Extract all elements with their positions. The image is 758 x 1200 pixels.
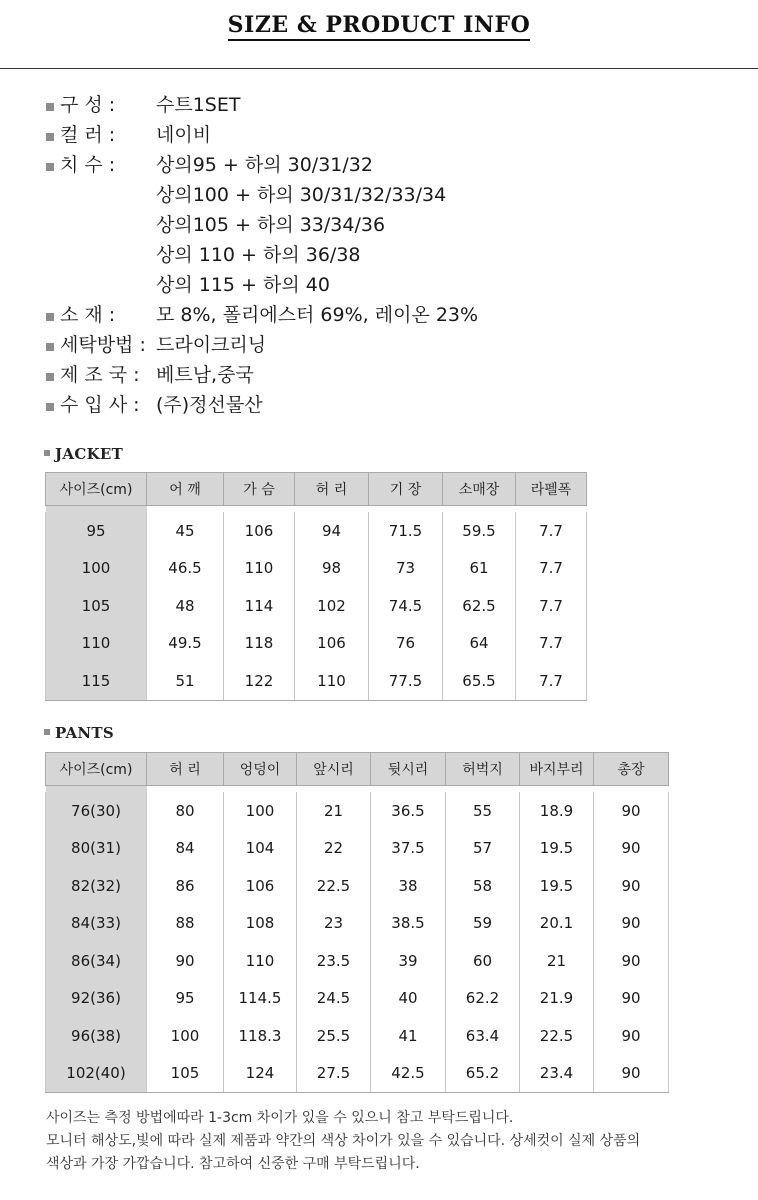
page-title-text: SIZE & PRODUCT INFO <box>228 12 531 41</box>
table-row <box>46 550 587 588</box>
measure-cell: 64 <box>443 625 516 663</box>
jacket-heading-text: JACKET <box>55 445 124 463</box>
measure-cell: 88 <box>147 905 224 943</box>
jacket-heading <box>44 445 123 463</box>
pants-heading <box>44 724 114 742</box>
info-wash <box>46 330 746 360</box>
info-importer <box>46 390 746 420</box>
measure-cell: 37.5 <box>371 830 446 868</box>
note-line: 모니터 해상도,빛에 따라 실제 제품과 약간의 색상 차이가 있을 수 있습니다. 상세컷이 실제 상품의 <box>46 1133 641 1149</box>
measure-cell: 7.7 <box>516 587 587 625</box>
table-row <box>46 512 587 550</box>
measure-cell: 46.5 <box>147 550 224 588</box>
table-row <box>46 867 669 905</box>
measure-cell: 55 <box>446 792 520 830</box>
measure-cell: 22 <box>297 830 371 868</box>
info-value: 상의105 + 하의 33/34/36 <box>156 214 386 236</box>
measure-cell: 86 <box>147 867 224 905</box>
measure-cell: 90 <box>594 905 669 943</box>
measure-cell: 23.4 <box>520 1055 594 1093</box>
info-size-continued <box>46 180 746 210</box>
info-value: 수트1SET <box>156 94 241 116</box>
measure-cell: 95 <box>147 980 224 1018</box>
size-cell: 84(33) <box>46 905 147 943</box>
info-color <box>46 120 746 150</box>
measure-cell: 24.5 <box>297 980 371 1018</box>
info-size-continued <box>46 210 746 240</box>
measure-cell: 40 <box>371 980 446 1018</box>
measure-cell: 104 <box>224 830 297 868</box>
measure-cell: 118 <box>224 625 295 663</box>
measure-cell: 90 <box>594 980 669 1018</box>
measure-cell: 39 <box>371 942 446 980</box>
size-cell: 96(38) <box>46 1017 147 1055</box>
column-header: 기 장 <box>369 473 443 506</box>
size-cell: 76(30) <box>46 792 147 830</box>
measure-cell: 90 <box>147 942 224 980</box>
info-value: (주)정선물산 <box>156 394 263 416</box>
column-header: 뒷시리 <box>371 753 446 786</box>
measure-cell: 59 <box>446 905 520 943</box>
measure-cell: 98 <box>295 550 369 588</box>
measure-cell: 100 <box>224 792 297 830</box>
measure-cell: 41 <box>371 1017 446 1055</box>
measure-cell: 48 <box>147 587 224 625</box>
column-header: 총장 <box>594 753 669 786</box>
measure-cell: 18.9 <box>520 792 594 830</box>
measure-cell: 23 <box>297 905 371 943</box>
info-value: 드라이크리닝 <box>156 334 267 356</box>
info-label: 세탁방법 : <box>60 334 146 356</box>
column-header: 소매장 <box>443 473 516 506</box>
measure-cell: 62.2 <box>446 980 520 1018</box>
table-header-row <box>46 753 669 786</box>
measure-cell: 38.5 <box>371 905 446 943</box>
measure-cell: 110 <box>295 662 369 700</box>
size-cell: 105 <box>46 587 147 625</box>
measure-cell: 90 <box>594 867 669 905</box>
size-cell: 86(34) <box>46 942 147 980</box>
measure-cell: 27.5 <box>297 1055 371 1093</box>
measure-cell: 100 <box>147 1017 224 1055</box>
measure-cell: 90 <box>594 942 669 980</box>
measure-cell: 110 <box>224 942 297 980</box>
measure-cell: 90 <box>594 1055 669 1093</box>
info-value: 베트남,중국 <box>156 364 254 386</box>
measure-cell: 110 <box>224 550 295 588</box>
measure-cell: 77.5 <box>369 662 443 700</box>
bullet-square-icon <box>44 450 50 456</box>
jacket-size-table <box>45 472 587 701</box>
measure-cell: 19.5 <box>520 830 594 868</box>
measure-cell: 90 <box>594 792 669 830</box>
measure-cell: 106 <box>224 512 295 550</box>
measure-cell: 65.2 <box>446 1055 520 1093</box>
measure-cell: 19.5 <box>520 867 594 905</box>
info-composition <box>46 90 746 120</box>
measure-cell: 7.7 <box>516 550 587 588</box>
table-row <box>46 792 669 830</box>
note-line: 사이즈는 측정 방법에따라 1-3cm 차이가 있을 수 있으니 참고 부탁드립니다. <box>46 1110 514 1126</box>
product-info-list <box>46 90 746 420</box>
measure-cell: 124 <box>224 1055 297 1093</box>
info-label: 제 조 국 : <box>60 364 140 386</box>
measure-cell: 62.5 <box>443 587 516 625</box>
measure-cell: 73 <box>369 550 443 588</box>
measure-cell: 57 <box>446 830 520 868</box>
table-row <box>46 587 587 625</box>
bullet-square-icon <box>46 403 54 411</box>
measure-cell: 49.5 <box>147 625 224 663</box>
measure-cell: 102 <box>295 587 369 625</box>
measure-cell: 25.5 <box>297 1017 371 1055</box>
measure-cell: 36.5 <box>371 792 446 830</box>
measure-cell: 106 <box>295 625 369 663</box>
pants-heading-text: PANTS <box>55 724 115 742</box>
table-row <box>46 1017 669 1055</box>
measure-cell: 65.5 <box>443 662 516 700</box>
size-cell: 100 <box>46 550 147 588</box>
size-cell: 80(31) <box>46 830 147 868</box>
measure-cell: 23.5 <box>297 942 371 980</box>
measure-cell: 45 <box>147 512 224 550</box>
measure-cell: 108 <box>224 905 297 943</box>
info-label: 수 입 사 : <box>60 394 140 416</box>
table-row <box>46 980 669 1018</box>
measure-cell: 22.5 <box>520 1017 594 1055</box>
measure-cell: 90 <box>594 830 669 868</box>
bullet-square-icon <box>46 103 54 111</box>
bullet-square-icon <box>46 133 54 141</box>
info-origin <box>46 360 746 390</box>
measure-cell: 42.5 <box>371 1055 446 1093</box>
bullet-square-icon <box>46 163 54 171</box>
measure-cell: 122 <box>224 662 295 700</box>
measure-cell: 7.7 <box>516 512 587 550</box>
measure-cell: 76 <box>369 625 443 663</box>
column-header: 바지부리 <box>520 753 594 786</box>
measure-cell: 74.5 <box>369 587 443 625</box>
table-row <box>46 662 587 700</box>
info-size <box>46 150 746 180</box>
page-title <box>0 12 758 38</box>
column-header: 가 슴 <box>224 473 295 506</box>
column-header: 사이즈(cm) <box>46 473 147 506</box>
column-header: 엉덩이 <box>224 753 297 786</box>
table-header-row <box>46 473 587 506</box>
info-value: 상의95 + 하의 30/31/32 <box>156 154 373 176</box>
info-value: 상의 115 + 하의 40 <box>156 274 330 296</box>
info-label: 치 수 : <box>60 154 116 176</box>
info-material <box>46 300 746 330</box>
size-cell: 115 <box>46 662 147 700</box>
measure-cell: 20.1 <box>520 905 594 943</box>
measure-cell: 94 <box>295 512 369 550</box>
column-header: 허 리 <box>147 753 224 786</box>
measure-cell: 63.4 <box>446 1017 520 1055</box>
measure-cell: 90 <box>594 1017 669 1055</box>
bullet-square-icon <box>46 373 54 381</box>
info-size-continued <box>46 240 746 270</box>
measure-cell: 105 <box>147 1055 224 1093</box>
measure-cell: 7.7 <box>516 625 587 663</box>
table-row <box>46 625 587 663</box>
measure-cell: 118.3 <box>224 1017 297 1055</box>
size-cell: 82(32) <box>46 867 147 905</box>
measure-cell: 21.9 <box>520 980 594 1018</box>
bullet-square-icon <box>44 729 50 735</box>
column-header: 어 깨 <box>147 473 224 506</box>
measure-cell: 22.5 <box>297 867 371 905</box>
measure-cell: 84 <box>147 830 224 868</box>
size-cell: 95 <box>46 512 147 550</box>
measure-cell: 114.5 <box>224 980 297 1018</box>
measure-cell: 71.5 <box>369 512 443 550</box>
bullet-square-icon <box>46 313 54 321</box>
measure-cell: 58 <box>446 867 520 905</box>
measure-cell: 80 <box>147 792 224 830</box>
column-header: 사이즈(cm) <box>46 753 147 786</box>
size-cell: 110 <box>46 625 147 663</box>
measure-cell: 114 <box>224 587 295 625</box>
measure-cell: 59.5 <box>443 512 516 550</box>
table-row <box>46 905 669 943</box>
info-value: 네이비 <box>156 124 212 146</box>
title-divider <box>0 68 758 69</box>
column-header: 허 리 <box>295 473 369 506</box>
measure-cell: 21 <box>297 792 371 830</box>
info-label: 컬 러 : <box>60 124 116 146</box>
column-header: 허벅지 <box>446 753 520 786</box>
info-value: 상의 110 + 하의 36/38 <box>156 244 361 266</box>
measure-cell: 38 <box>371 867 446 905</box>
measure-cell: 7.7 <box>516 662 587 700</box>
info-size-continued <box>46 270 746 300</box>
size-cell: 92(36) <box>46 980 147 1018</box>
table-row <box>46 942 669 980</box>
info-value: 상의100 + 하의 30/31/32/33/34 <box>156 184 447 206</box>
table-row <box>46 1055 669 1093</box>
measure-cell: 106 <box>224 867 297 905</box>
table-row <box>46 830 669 868</box>
measure-cell: 51 <box>147 662 224 700</box>
column-header: 앞시리 <box>297 753 371 786</box>
size-notes <box>46 1107 746 1176</box>
bullet-square-icon <box>46 343 54 351</box>
info-value: 모 8%, 폴리에스터 69%, 레이온 23% <box>156 304 479 326</box>
info-label: 구 성 : <box>60 94 116 116</box>
column-header: 라펠폭 <box>516 473 587 506</box>
measure-cell: 21 <box>520 942 594 980</box>
pants-size-table <box>45 752 669 1093</box>
note-line: 색상과 가장 가깝습니다. 참고하여 신중한 구매 부탁드립니다. <box>46 1156 420 1172</box>
measure-cell: 61 <box>443 550 516 588</box>
measure-cell: 60 <box>446 942 520 980</box>
size-cell: 102(40) <box>46 1055 147 1093</box>
info-label: 소 재 : <box>60 304 116 326</box>
